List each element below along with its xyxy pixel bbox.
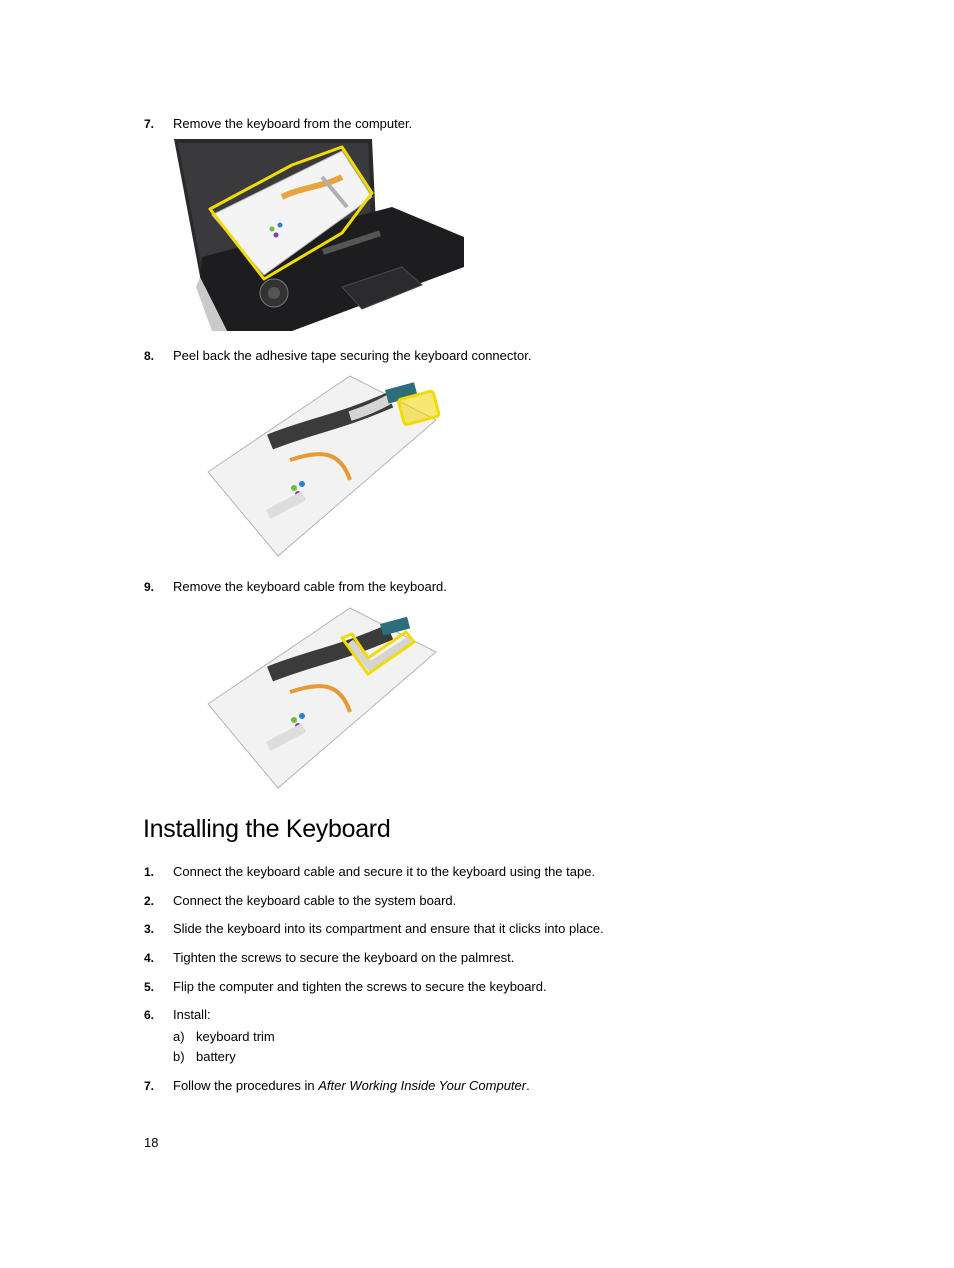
step-text xyxy=(173,1078,530,1094)
sub-item-text: battery xyxy=(196,1049,236,1064)
section-heading: Installing the Keyboard xyxy=(143,815,391,843)
keyboard-cable-figure xyxy=(200,602,440,792)
procedure-reference[interactable]: After Working Inside Your Computer xyxy=(318,1078,527,1093)
step-text: Tighten the screws to secure the keyboard on the palmrest. xyxy=(173,950,515,965)
sub-item-letter: b) xyxy=(173,1049,185,1064)
step-text: Connect the keyboard cable to the system board. xyxy=(173,893,457,908)
step-text: Slide the keyboard into its compartment and ensure that it clicks into place. xyxy=(173,921,604,936)
step-number: 3. xyxy=(144,922,155,936)
install-sub-item xyxy=(173,1049,236,1065)
sub-item-text: keyboard trim xyxy=(196,1029,275,1044)
adhesive-tape-figure xyxy=(200,370,440,560)
step-text-suffix: . xyxy=(526,1078,530,1093)
step-text: Remove the keyboard from the computer. xyxy=(173,116,413,131)
step-text-prefix: Follow the procedures in xyxy=(173,1078,319,1093)
install-sub-item xyxy=(173,1029,275,1045)
step-number: 7. xyxy=(144,1079,155,1093)
step-number: 4. xyxy=(144,951,155,965)
step-text: Remove the keyboard cable from the keyboard. xyxy=(173,579,447,594)
keyboard-removal-figure xyxy=(172,137,464,331)
sub-item-letter: a) xyxy=(173,1029,185,1044)
step-text: Peel back the adhesive tape securing the keyboard connector. xyxy=(173,348,532,363)
step-number: 8. xyxy=(144,349,155,363)
step-text: Connect the keyboard cable and secure it to the keyboard using the tape. xyxy=(173,864,596,879)
step-number: 2. xyxy=(144,894,155,908)
step-number: 9. xyxy=(144,580,155,594)
step-text: Flip the computer and tighten the screws to secure the keyboard. xyxy=(173,979,547,994)
page-number: 18 xyxy=(144,1135,159,1150)
step-number: 1. xyxy=(144,865,155,879)
step-number: 7. xyxy=(144,117,155,131)
step-number: 6. xyxy=(144,1008,155,1022)
step-number: 5. xyxy=(144,980,155,994)
step-text: Install: xyxy=(173,1007,211,1022)
